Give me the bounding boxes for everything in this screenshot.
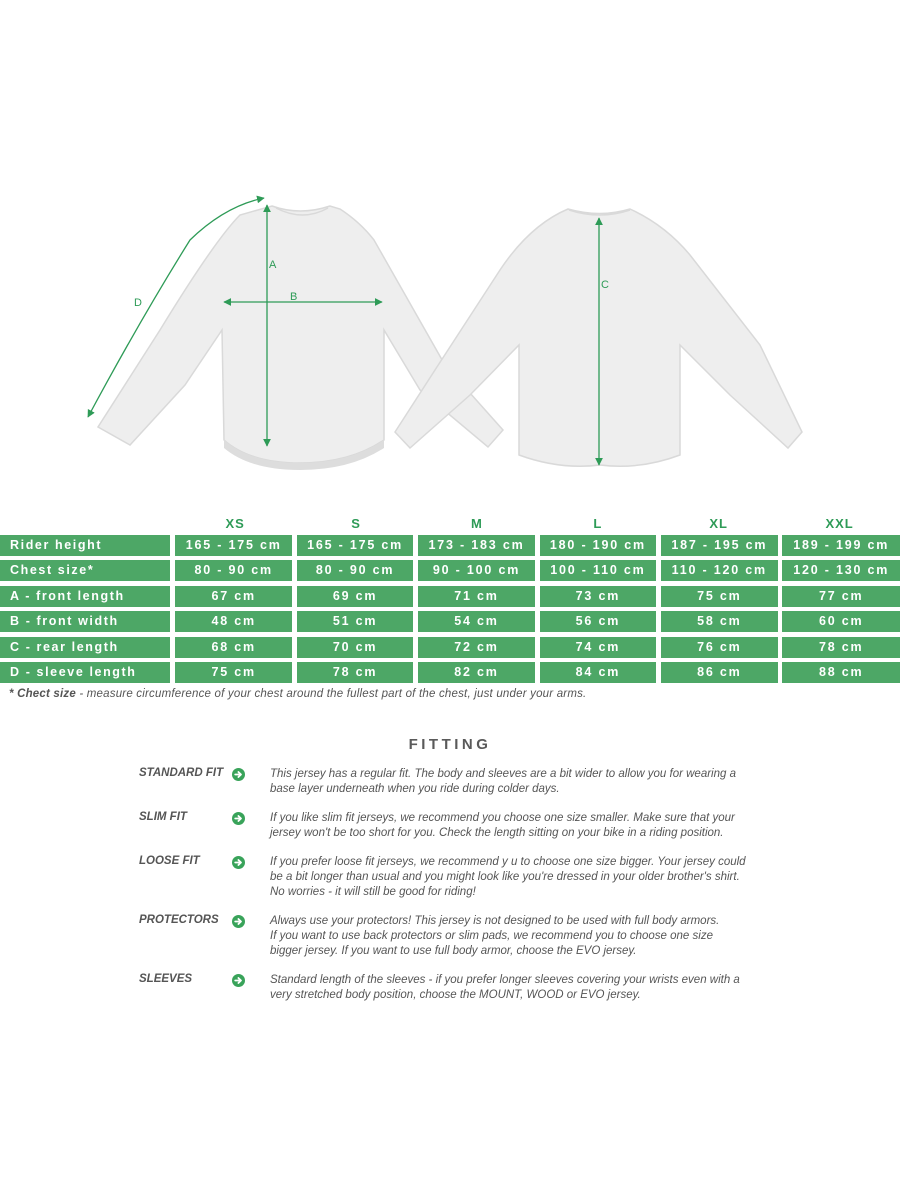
- table-row: [0, 586, 900, 607]
- fitting-description: [270, 973, 770, 1003]
- fitting-label: SLIM FIT: [139, 811, 187, 823]
- table-row: [0, 637, 900, 658]
- size-header: S: [351, 516, 361, 531]
- row-label: D - sleeve length: [0, 662, 170, 683]
- size-header: XS: [225, 516, 245, 531]
- fitting-label: STANDARD FIT: [139, 767, 224, 779]
- footnote-text: - measure circumference of your chest around the fullest part of the chest, just under your arms.: [75, 688, 587, 700]
- table-cell: 71 cm: [418, 586, 535, 607]
- table-cell: 67 cm: [175, 586, 292, 607]
- table-cell: 51 cm: [297, 611, 414, 632]
- arrow-right-circle-icon: [232, 974, 245, 987]
- table-cell: 58 cm: [661, 611, 778, 632]
- row-label: C - rear length: [0, 637, 170, 658]
- fitting-description: [270, 811, 770, 841]
- table-cell: 70 cm: [297, 637, 414, 658]
- table-cell: 180 - 190 cm: [540, 535, 657, 556]
- table-cell: 189 - 199 cm: [782, 535, 900, 556]
- fitting-label: PROTECTORS: [139, 914, 219, 926]
- row-label: B - front width: [0, 611, 170, 632]
- row-label: A - front length: [0, 586, 170, 607]
- table-cell: 77 cm: [782, 586, 900, 607]
- fitting-line: Always use your protectors! This jersey is not designed to be used with full body armors.: [270, 915, 720, 927]
- table-cell: 120 - 130 cm: [782, 560, 900, 581]
- size-header: XXL: [825, 516, 854, 531]
- jersey-measurement-diagram: [0, 180, 900, 480]
- size-header: M: [470, 516, 483, 531]
- table-row: [0, 611, 900, 632]
- table-cell: 75 cm: [175, 662, 292, 683]
- fitting-line: bigger jersey. If you want to use full body armor, choose the EVO jersey.: [270, 945, 637, 957]
- label-b: B: [290, 291, 298, 303]
- label-d: D: [134, 297, 142, 309]
- header-spacer: [0, 515, 175, 533]
- size-chart-table: [0, 515, 900, 687]
- table-cell: 56 cm: [540, 611, 657, 632]
- front-jersey-illustration: [98, 206, 503, 470]
- table-cell: 84 cm: [540, 662, 657, 683]
- table-cell: 88 cm: [782, 662, 900, 683]
- table-cell: 60 cm: [782, 611, 900, 632]
- table-row: [0, 662, 900, 683]
- table-cell: 78 cm: [297, 662, 414, 683]
- table-cell: 48 cm: [175, 611, 292, 632]
- table-cell: 165 - 175 cm: [175, 535, 292, 556]
- footnote-term: * Chect size: [9, 688, 76, 700]
- table-cell: 86 cm: [661, 662, 778, 683]
- arrow-right-circle-icon: [232, 856, 245, 869]
- fitting-description: [270, 767, 770, 797]
- label-a: A: [269, 259, 277, 271]
- table-row: [0, 560, 900, 581]
- table-cell: 173 - 183 cm: [418, 535, 535, 556]
- table-cell: 90 - 100 cm: [418, 560, 535, 581]
- arrow-right-circle-icon: [232, 812, 245, 825]
- fitting-line: be a bit longer than usual and you might look like you're dressed in your older brother's shirt.: [270, 871, 740, 883]
- table-cell: 110 - 120 cm: [661, 560, 778, 581]
- chest-size-footnote: [9, 688, 586, 700]
- row-label: Chest size*: [0, 560, 170, 581]
- table-cell: 100 - 110 cm: [540, 560, 657, 581]
- fitting-line: If you prefer loose fit jerseys, we recommend y u to choose one size bigger. Your jersey could: [270, 856, 746, 868]
- table-cell: 75 cm: [661, 586, 778, 607]
- arrow-right-circle-icon: [232, 768, 245, 781]
- table-cell: 187 - 195 cm: [661, 535, 778, 556]
- table-cell: 80 - 90 cm: [175, 560, 292, 581]
- size-header-row: [0, 515, 900, 533]
- table-cell: 72 cm: [418, 637, 535, 658]
- table-cell: 82 cm: [418, 662, 535, 683]
- size-header: XL: [709, 516, 728, 531]
- label-c: C: [601, 279, 609, 291]
- table-cell: 74 cm: [540, 637, 657, 658]
- fitting-label: LOOSE FIT: [139, 855, 200, 867]
- table-cell: 76 cm: [661, 637, 778, 658]
- table-cell: 80 - 90 cm: [297, 560, 414, 581]
- fitting-line: This jersey has a regular fit. The body and sleeves are a bit wider to allow you for wearing a: [270, 768, 736, 780]
- row-label: Rider height: [0, 535, 170, 556]
- fitting-line: If you want to use back protectors or slim pads, we recommend you to choose one size: [270, 930, 713, 942]
- fitting-label: SLEEVES: [139, 973, 193, 985]
- fitting-line: If you like slim fit jerseys, we recommend you choose one size smaller. Make sure that your: [270, 812, 735, 824]
- size-header: L: [593, 516, 603, 531]
- table-cell: 68 cm: [175, 637, 292, 658]
- table-row: [0, 535, 900, 556]
- arrow-right-circle-icon: [232, 915, 245, 928]
- table-cell: 73 cm: [540, 586, 657, 607]
- fitting-line: Standard length of the sleeves - if you prefer longer sleeves covering your wrists even with a: [270, 974, 740, 986]
- fitting-description: [270, 855, 770, 900]
- table-cell: 54 cm: [418, 611, 535, 632]
- fitting-line: very stretched body position, choose the MOUNT, WOOD or EVO jersey.: [270, 989, 641, 1001]
- fitting-line: jersey won't be too short for you. Check the length sitting on your bike in a riding position.: [270, 827, 724, 839]
- table-cell: 78 cm: [782, 637, 900, 658]
- fitting-line: No worries - it will still be good for riding!: [270, 886, 476, 898]
- fitting-heading: FITTING: [408, 736, 492, 753]
- fitting-line: base layer underneath when you ride during colder days.: [270, 783, 560, 795]
- table-cell: 165 - 175 cm: [297, 535, 414, 556]
- table-cell: 69 cm: [297, 586, 414, 607]
- fitting-description: [270, 914, 770, 959]
